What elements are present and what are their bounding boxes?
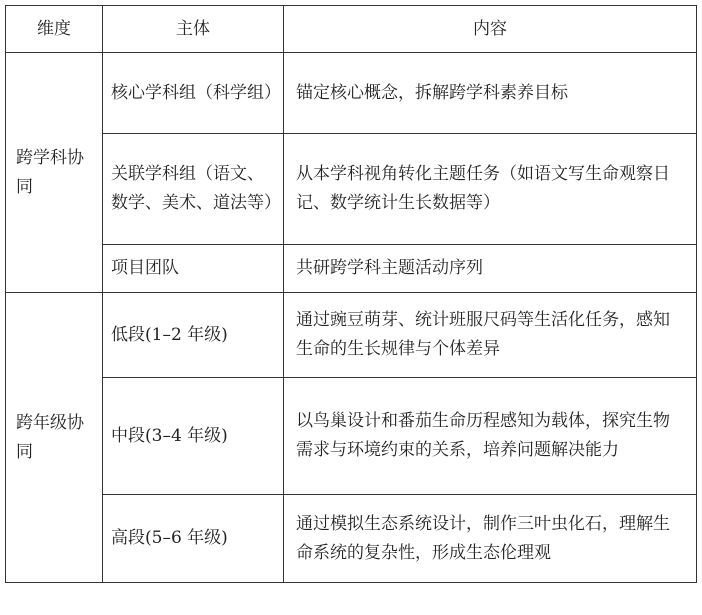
table-row [6,378,697,495]
content-cell: 通过豌豆萌芽、统计班服尺码等生活化任务，感知生命的生长规律与个体差异 [284,293,697,378]
header-content: 内容 [284,6,697,53]
content-cell: 通过模拟生态系统设计，制作三叶虫化石，理解生命系统的复杂性，形成生态伦理观 [284,495,697,583]
table-row [6,293,697,378]
header-row [6,6,697,53]
header-dimension: 维度 [6,6,103,53]
subject-cell: 低段(1–2 年级) [103,293,284,378]
content-cell: 锚定核心概念，拆解跨学科素养目标 [284,53,697,134]
dimension-cell: 跨年级协同 [6,293,103,583]
table-row [6,53,697,134]
dimension-cell: 跨学科协同 [6,53,103,293]
content-cell: 从本学科视角转化主题任务（如语文写生命观察日记、数学统计生长数据等） [284,134,697,245]
subject-cell: 关联学科组（语文、数学、美术、道法等） [103,134,284,245]
table-row [6,245,697,293]
content-cell: 共研跨学科主题活动序列 [284,245,697,293]
table-row [6,495,697,583]
collaboration-table [5,5,697,583]
subject-cell: 核心学科组（科学组） [103,53,284,134]
header-subject: 主体 [103,6,284,53]
table-row [6,134,697,245]
subject-cell: 高段(5–6 年级) [103,495,284,583]
content-cell: 以鸟巢设计和番茄生命历程感知为载体，探究生物需求与环境约束的关系，培养问题解决能力 [284,378,697,495]
subject-cell: 项目团队 [103,245,284,293]
subject-cell: 中段(3–4 年级) [103,378,284,495]
